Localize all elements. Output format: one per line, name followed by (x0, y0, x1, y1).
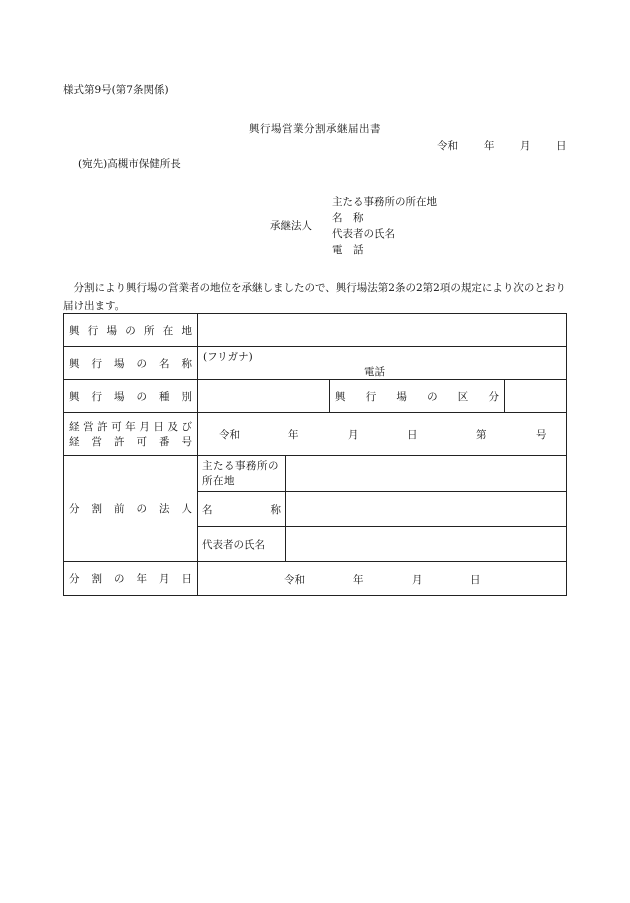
addressee: (宛先)高槻市保健所長 (78, 158, 181, 170)
permit-label-cell (64, 413, 198, 456)
split-day: 日 (470, 574, 481, 586)
permit-era: 令和 (219, 429, 240, 441)
row-location (64, 314, 567, 347)
permit-year: 年 (288, 429, 299, 441)
category-label: 興 行 場 の 区 分 (335, 390, 499, 403)
pre-corp-label-cell (64, 456, 198, 562)
permit-day: 日 (407, 429, 418, 441)
declaration-text: 分割により興行場の営業者の地位を承継しましたので、興行場法第2条の2第2項の規定により次のとおり届け出ます。 (63, 282, 566, 312)
name-label-cell (64, 347, 198, 380)
row-split-date (64, 562, 567, 596)
successor-office-label: 主たる事務所の所在地 (332, 196, 437, 208)
row-type (64, 380, 567, 413)
pre-corp-label: 分 割 前 の 法 人 (69, 503, 192, 515)
location-field[interactable] (198, 314, 567, 347)
name-label: 興 行 場 の 名 称 (69, 357, 192, 370)
split-month: 月 (412, 574, 423, 586)
category-field[interactable] (505, 380, 567, 413)
permit-month: 月 (348, 429, 359, 441)
successor-name-label: 名 称 (332, 212, 364, 224)
row-name (64, 347, 567, 380)
location-label-cell (64, 314, 198, 347)
successor-representative-label: 代表者の氏名 (332, 228, 395, 240)
pre-corp-rep-field[interactable] (286, 527, 567, 562)
pre-corp-office-label: 主たる事務所の所在地 (202, 459, 279, 487)
furigana-label: (フリガナ) (203, 351, 253, 363)
split-date-label: 分 割 の 年 月 日 (69, 573, 192, 585)
row-permit (64, 413, 567, 456)
category-label-cell (330, 380, 505, 413)
date-era: 令和 (437, 140, 458, 152)
successor-label: 承継法人 (270, 220, 312, 232)
permit-label-line2: 経 営 許 可 番 号 (69, 436, 192, 448)
type-label: 興 行 場 の 種 別 (69, 390, 192, 403)
permit-number-suffix: 号 (536, 429, 547, 441)
pre-corp-name-field[interactable] (286, 492, 567, 527)
phone-label: 電話 (364, 366, 385, 378)
type-label-cell (64, 380, 198, 413)
permit-number-prefix: 第 (476, 429, 487, 441)
location-label: 興 行 場 の 所 在 地 (69, 324, 192, 337)
split-date-field[interactable] (198, 562, 567, 596)
date-month: 月 (520, 140, 531, 152)
row-pre-corp-office (64, 456, 567, 492)
successor-phone-label: 電 話 (332, 244, 364, 256)
permit-label-line1: 経 営 許 可 年 月 日 及 び (69, 421, 192, 433)
split-era: 令和 (284, 574, 305, 586)
pre-corp-rep-label: 代表者の氏名 (202, 538, 265, 551)
permit-field[interactable] (198, 413, 567, 456)
name-field[interactable] (198, 347, 567, 380)
split-year: 年 (353, 574, 364, 586)
split-date-label-cell (64, 562, 198, 596)
form-number: 様式第9号(第7条関係) (63, 84, 169, 96)
pre-corp-name-label-cell (198, 492, 286, 527)
date-year: 年 (484, 140, 495, 152)
pre-corp-office-field[interactable] (286, 456, 567, 492)
type-field[interactable] (198, 380, 330, 413)
document-title: 興行場営業分割承継届出書 (249, 123, 381, 135)
pre-corp-office-label-cell (198, 456, 286, 492)
form-table (63, 313, 567, 596)
date-day: 日 (556, 140, 567, 152)
pre-corp-rep-label-cell (198, 527, 286, 562)
pre-corp-name-label: 名 称 (202, 503, 281, 516)
